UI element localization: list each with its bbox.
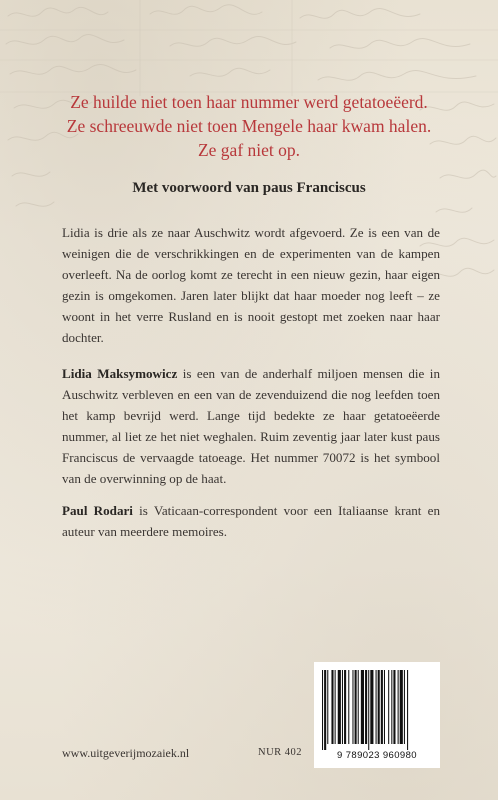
barcode-bar	[376, 670, 377, 744]
tagline	[40, 90, 458, 162]
blurb-paragraph-2	[62, 363, 440, 489]
barcode-bar	[327, 670, 328, 744]
barcode-bar	[378, 670, 380, 744]
author-name: Paul Rodari	[62, 503, 133, 518]
barcode-bar	[398, 670, 399, 744]
barcode-bar	[391, 670, 392, 744]
tagline-line-2: Ze schreeuwde niet toen Mengele haar kwam halen.	[66, 116, 432, 136]
barcode-bar	[342, 670, 343, 744]
tagline-line-3: Ze gaf niet op.	[197, 140, 301, 160]
barcode-bars	[320, 670, 434, 750]
author-bio: is Vaticaan-correspondent voor een Italiaanse krant en auteur van meerdere memoires.	[62, 503, 440, 539]
barcode-bar	[358, 670, 359, 744]
barcode-bar	[355, 670, 357, 744]
barcode-bar	[348, 670, 349, 744]
barcode-bar	[388, 670, 389, 744]
tagline-line-1: Ze huilde niet toen haar nummer werd getatoeëerd.	[70, 92, 428, 112]
barcode-bar	[344, 670, 346, 744]
barcode-bar	[324, 670, 326, 750]
barcode-bar	[361, 670, 364, 744]
publisher-website[interactable]: www.uitgeverijmozaiek.nl	[62, 746, 190, 760]
nur-code: NUR 402	[258, 747, 303, 758]
blurb-paragraph-1: Lidia is drie als ze naar Auschwitz wordt afgevoerd. Ze is een van de weinigen die de verschrikkingen en de experimenten van de kampen overleeft. Na de oorlog komt ze terecht in een nieuw gezin, haar eigen gezin is omgekomen. Jaren later blijkt dat haar moeder nog leeft – ze woont in het verre Rusland en is nooit gestopt met zoeken naar haar dochter.	[62, 225, 440, 345]
barcode-bar	[381, 670, 383, 744]
barcode-bar	[335, 670, 336, 744]
barcode	[314, 662, 440, 768]
barcode-bar	[365, 670, 367, 744]
barcode-bar	[384, 670, 385, 744]
barcode-bar	[393, 670, 395, 744]
foreword-note: Met voorwoord van paus Franciscus	[132, 180, 366, 196]
barcode-bar	[400, 670, 403, 744]
barcode-bar	[352, 670, 353, 744]
barcode-bar	[338, 670, 341, 744]
blurb-paragraph-3	[62, 500, 440, 542]
barcode-bar	[404, 670, 405, 744]
barcode-bar	[331, 670, 333, 744]
isbn-number: 9 789023 960980	[337, 750, 417, 761]
subject-name: Lidia Maksymowicz	[62, 366, 178, 381]
barcode-bar	[370, 670, 373, 744]
barcode-bar	[322, 670, 323, 750]
barcode-bar	[368, 670, 369, 750]
subject-bio: is een van de anderhalf miljoen mensen die in Auschwitz verbleven en een van de zevenduizend die nog leefden toen het kamp bevrijd werd. Lange tijd bedekte ze haar getatoeëerde nummer, al liet ze het niet weghalen. Ruim zeventig jaar later kust paus Franciscus de vervaagde tatoeage. Het nummer 70072 is het symbool van de overwinning op de haat.	[62, 366, 440, 486]
barcode-bar	[407, 670, 408, 750]
